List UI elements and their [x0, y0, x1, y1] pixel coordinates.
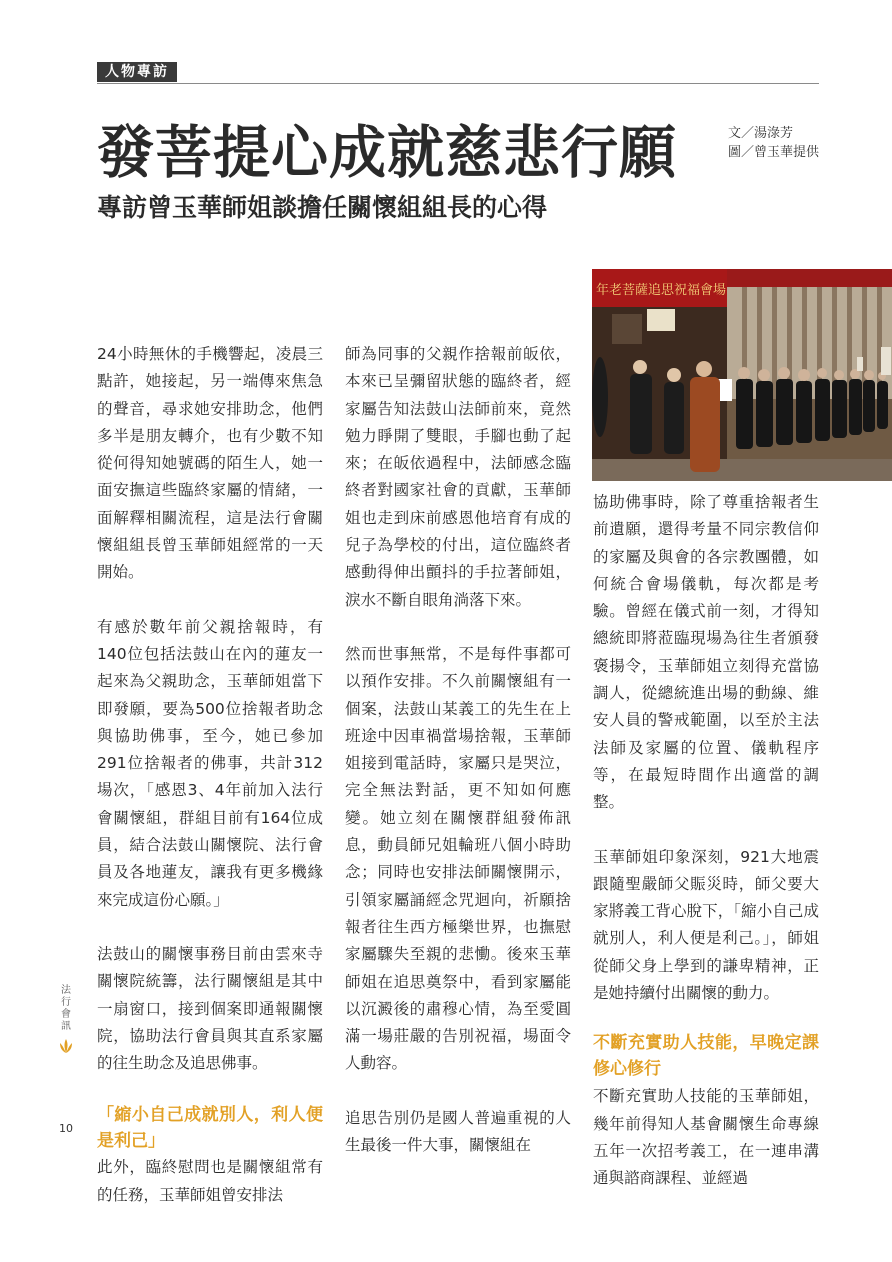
page-number: 10: [59, 1122, 73, 1135]
publication-name: 法行會訊: [61, 985, 71, 1032]
publication-mark: [58, 985, 74, 1059]
article-title: 發菩提心成就慈悲行願: [97, 119, 677, 186]
section-tag: 人物專訪: [97, 62, 177, 82]
paragraph: 然而世事無常，不是每件事都可以預作安排。不久前關懷組有一個案，法鼓山某義工的先生在上班途中因車禍當場捨報，玉華師姐接到電話時，家屬只是哭泣，完全無法對話，更不知如何應變。她立刻在關懷群組發佈訊息，動員師兄姐輪班八個小時助念；同時也安排法師關懷開示，引領家屬誦經念咒迴向，祈願捨報者往生西方極樂世界，也撫慰家屬驟失至親的悲慟。後來玉華師姐在追思奠祭中，看到家屬能以沉澱後的肅穆心情，為至愛圓滿一場莊嚴的告別祝福，場面令人動容。: [345, 644, 571, 1073]
section-heading: 「縮小自己成就別人，利人便是利己」: [97, 1105, 323, 1152]
paragraph: 有感於數年前父親捨報時，有140位包括法鼓山在內的蓮友一起來為父親助念，玉華師姐當下即發願，要為500位捨報者助念與協助佛事，至今，她已參加291位捨報者的佛事，共計312場次，「感恩3、4年前加入法行會關懷組，群組目前有164位成員，結合法鼓山關懷院、法行會員及各地蓮友，讓我有更多機緣來完成這份心願。」: [97, 617, 323, 909]
article-subtitle: 專訪曾玉華師姐談擔任關懷組組長的心得: [97, 193, 548, 222]
memorial-ceremony-photo: [592, 269, 892, 481]
paragraph: 追思告別仍是國人普遍重視的人生最後一件大事，關懷組在: [345, 1108, 571, 1155]
credits: [728, 124, 819, 162]
paragraph: 此外，臨終慰問也是關懷組常有的任務，玉華師姐曾安排法: [97, 1158, 323, 1204]
top-divider: [97, 83, 819, 84]
paragraph: 師為同事的父親作捨報前皈依，本來已呈彌留狀態的臨終者，經家屬告知法鼓山法師前來，竟然勉力睜開了雙眼，手腳也動了起來；在皈依過程中，法師感念臨終者對國家社會的貢獻，玉華師姐也走到床前感恩他培育有成的兒子為學校的付出，這位臨終者感動得伸出顫抖的手拉著師姐，淚水不斷自眼角淌落下來。: [345, 345, 571, 609]
article-column-2: [345, 341, 571, 1159]
author-credit: 文／湯淥芳: [728, 126, 794, 141]
lotus-icon: [58, 1037, 74, 1055]
photo-banner-text: 年老菩薩追思祝福會場: [596, 283, 727, 298]
article-column-1: [97, 341, 323, 1209]
paragraph: 法鼓山的關懷事務目前由雲來寺關懷院統籌，法行關懷組是其中一扇窗口，接到個案即通報關懷院，協助法行會員與其直系家屬的往生助念及追思佛事。: [97, 944, 323, 1073]
article-column-3: [593, 489, 819, 1193]
photo-credit: 圖／曾玉華提供: [728, 145, 820, 160]
paragraph: 玉華師姐印象深刻，921大地震跟隨聖嚴師父賑災時，師父要大家將義工背心脫下，「縮小自己成就別人，利人便是利己。」，師姐從師父身上學到的謙卑精神，正是她持續付出關懷的動力。: [593, 847, 819, 1003]
paragraph: 協助佛事時，除了尊重捨報者生前遺願，還得考量不同宗教信仰的家屬及與會的各宗教團體，如何統合會場儀軌，每次都是考驗。曾經在儀式前一刻，才得知總統即將蒞臨現場為往生者頒發褒揚令，玉華師姐立刻得充當協調人，從總統進出場的動線、維安人員的警戒範圍，以至於主法法師及家屬的位置、儀軌程序等，在最短時間作出適當的調整。: [593, 493, 819, 812]
paragraph: 不斷充實助人技能的玉華師姐，幾年前得知人基會關懷生命專線五年一次招考義工，在一連串溝通與諮商課程、並經過: [593, 1087, 819, 1188]
paragraph: 24小時無休的手機響起，凌晨三點許，她接起，另一端傳來焦急的聲音，尋求她安排助念，他們多半是朋友轉介，也有少數不知從何得知她號碼的陌生人，她一面安撫這些臨終家屬的情緒，一面解釋相關流程，這是法行會關懷組組長曾玉華師姐經常的一天開始。: [97, 345, 323, 582]
section-heading: 不斷充實助人技能，早晚定課修心修行: [593, 1033, 819, 1080]
